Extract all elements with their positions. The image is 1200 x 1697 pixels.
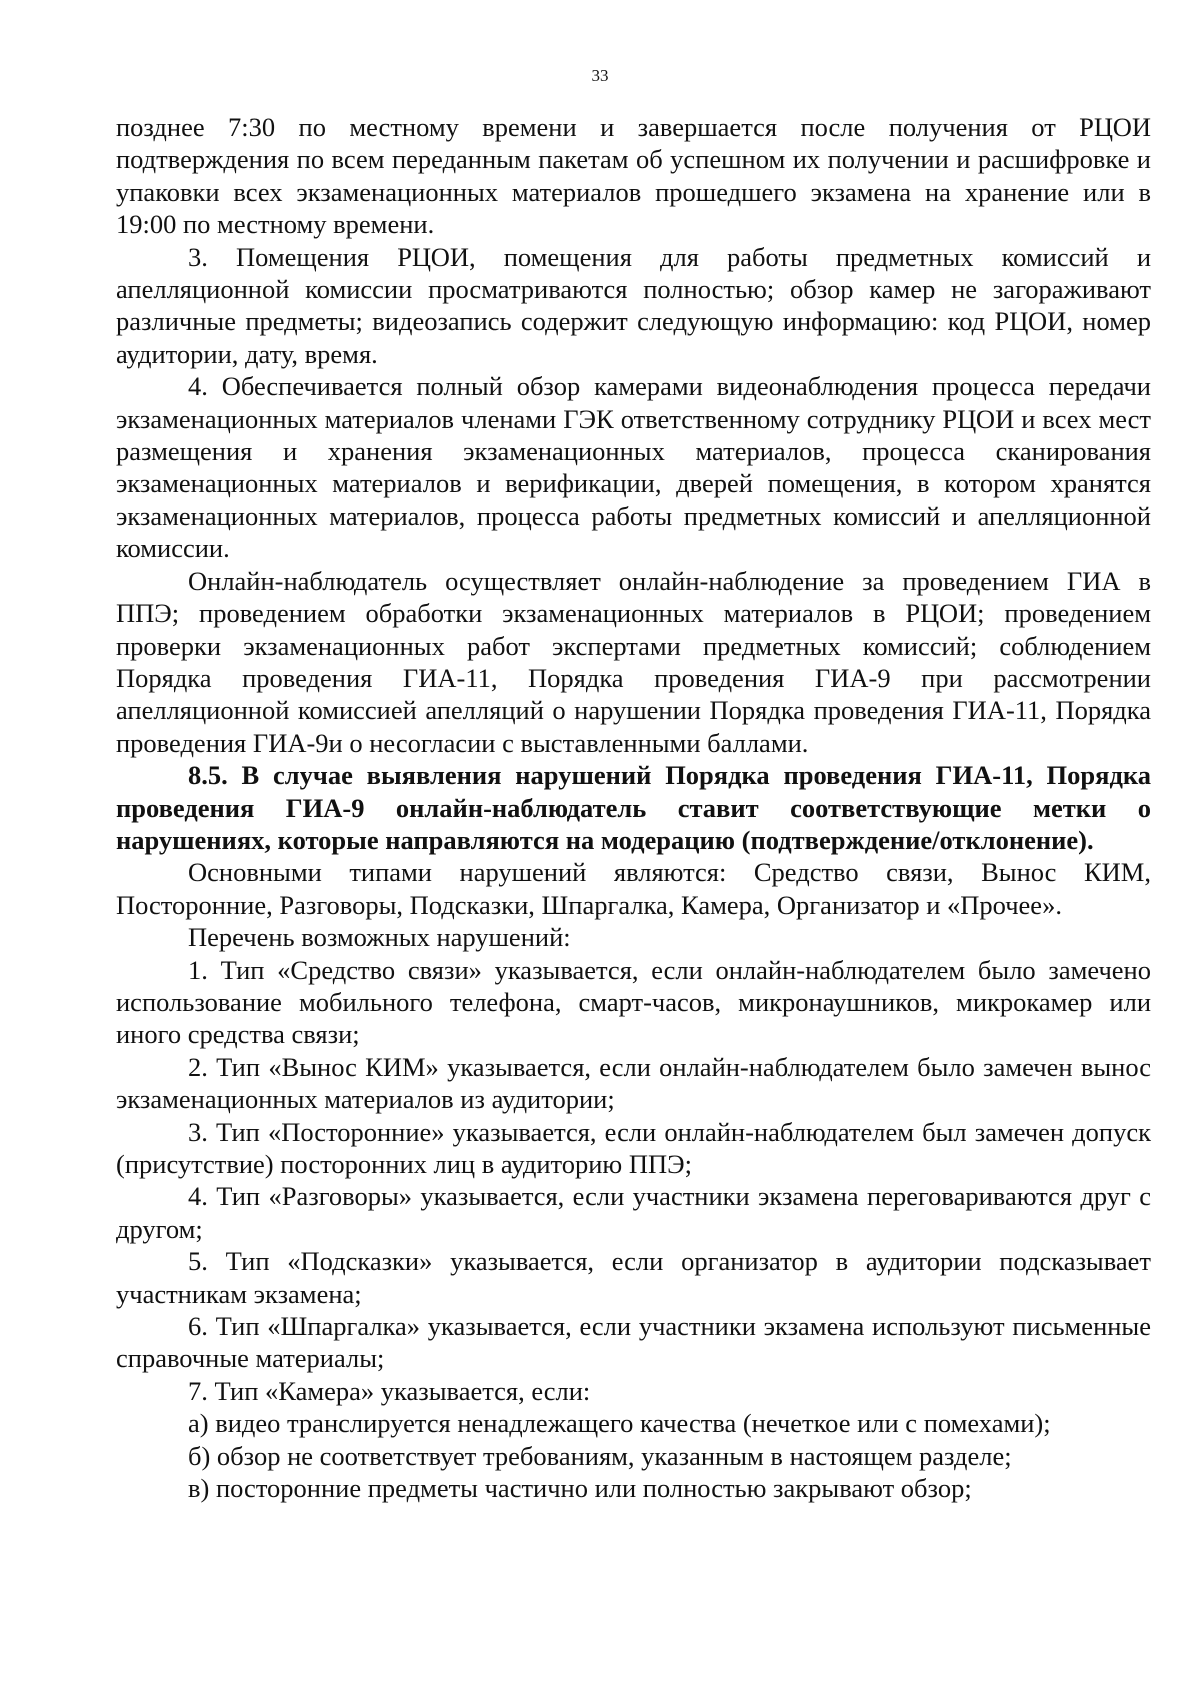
list-item-outsiders: 3. Тип «Посторонние» указывается, если онлайн-наблюдателем был замечен допуск (присутствие) посторонних лиц в аудиторию ППЭ; (116, 1116, 1151, 1179)
paragraph-item-3: 3. Помещения РЦОИ, помещения для работы предметных комиссий и апелляционной комиссии просматриваются полностью; обзор камер не загораживают различные предметы; видеозапись содержит следующую информацию: код РЦОИ, номер аудитории, дату, время. (116, 241, 1151, 369)
page-number: 33 (591, 66, 609, 85)
sub-item-c: в) посторонние предметы частично или полностью закрывают обзор; (188, 1473, 972, 1504)
sub-item-b: б) обзор не соответствует требованиям, указанным в настоящем разделе; (188, 1440, 1012, 1471)
list-item-camera: 7. Тип «Камера» указывается, если: (188, 1375, 591, 1406)
paragraph-continuation: позднее 7:30 по местному времени и завершается после получения от РЦОИ подтверждения по всем переданным пакетам об успешном их получении и расшифровке и упаковки всех экзаменационных материалов прошедшего экзамена на хранение или в 19:00 по местному времени. (116, 112, 1151, 240)
list-item-kim-removal: 2. Тип «Вынос КИМ» указывается, если онлайн-наблюдателем было замечен вынос экзаменационных материалов из аудитории; (116, 1051, 1151, 1115)
list-item-conversations: 4. Тип «Разговоры» указывается, если участники экзамена переговариваются друг с другом; (116, 1181, 1151, 1244)
paragraph-violation-types: Основными типами нарушений являются: Средство связи, Вынос КИМ, Посторонние, Разговоры, Подсказки, Шпаргалка, Камера, Организатор и «Прочее». (116, 857, 1151, 920)
list-item-communication-device: 1. Тип «Средство связи» указывается, если онлайн-наблюдателем было замечено использование мобильного телефона, смарт-часов, микронаушников, микрокамер или иного средства связи; (116, 954, 1151, 1050)
paragraph-violations-list-title: Перечень возможных нарушений: (188, 922, 571, 953)
section-heading-8-5: 8.5. В случае выявления нарушений Порядка проведения ГИА-11, Порядка проведения ГИА-9 онлайн-наблюдатель ставит соответствующие метки о нарушениях, которые направляются на модерацию (подтверждение/отклонение). (116, 760, 1151, 855)
paragraph-item-4: 4. Обеспечивается полный обзор камерами видеонаблюдения процесса передачи экзаменационных материалов членами ГЭК ответственному сотруднику РЦОИ и всех мест размещения и хранения экзаменационных материалов, процесса сканирования экзаменационных материалов и верификации, дверей помещения, в котором хранятся экзаменационных материалов, процесса работы предметных комиссий и апелляционной комиссии. (116, 371, 1151, 564)
list-item-hints: 5. Тип «Подсказки» указывается, если организатор в аудитории подсказывает участникам экзамена; (116, 1246, 1151, 1309)
paragraph-online-observer: Онлайн-наблюдатель осуществляет онлайн-наблюдение за проведением ГИА в ППЭ; проведением обработки экзаменационных материалов в РЦОИ; проведением проверки экзаменационных работ экспертами предметных комиссий; соблюдением Порядка проведения ГИА-11, Порядка проведения ГИА-9 при рассмотрении апелляционной комиссией апелляций о нарушении Порядка проведения ГИА-11, Порядка проведения ГИА-9и о несогласии с выставленными баллами. (116, 565, 1151, 758)
document-body (116, 111, 1151, 1504)
list-item-cheat-sheet: 6. Тип «Шпаргалка» указывается, если участники экзамена используют письменные справочные материалы; (116, 1311, 1151, 1374)
sub-item-a: а) видео транслируется ненадлежащего качества (нечеткое или с помехами); (188, 1408, 1051, 1439)
